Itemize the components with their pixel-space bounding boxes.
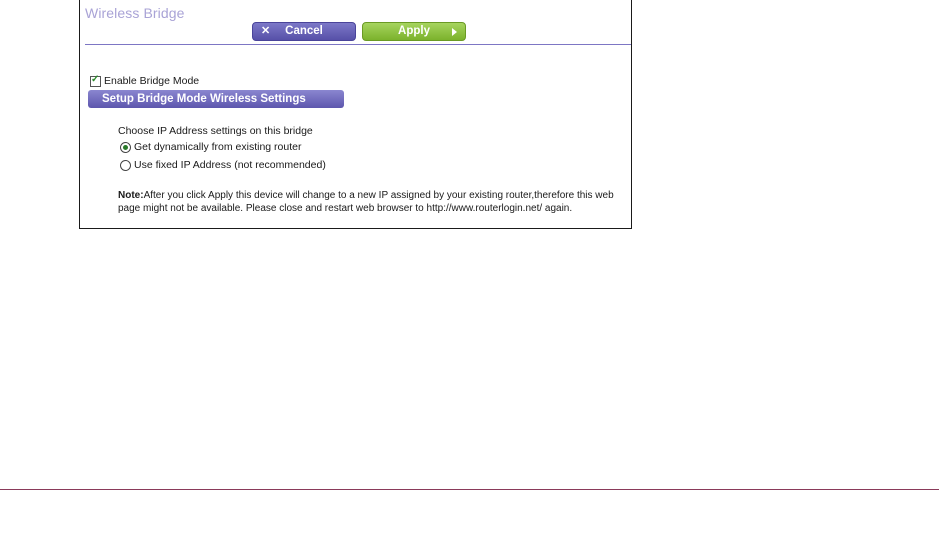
footer-rule <box>0 489 939 490</box>
enable-bridge-mode-checkbox[interactable] <box>90 73 101 87</box>
note-prefix: Note: <box>118 190 144 201</box>
cancel-button-label: Cancel <box>285 25 323 37</box>
radio-dynamic-label: Get dynamically from existing router <box>134 141 302 153</box>
radio-dynamic[interactable] <box>120 142 131 153</box>
enable-bridge-mode-row[interactable] <box>90 75 199 87</box>
radio-selected-dot <box>123 145 128 150</box>
ip-settings-prompt: Choose IP Address settings on this bridge <box>118 125 313 137</box>
check-icon: ✓ <box>91 73 100 85</box>
note-text <box>118 189 628 215</box>
cancel-button[interactable] <box>252 22 356 41</box>
wireless-bridge-panel <box>79 0 632 229</box>
radio-option-fixed[interactable] <box>120 159 326 171</box>
radio-fixed-label: Use fixed IP Address (not recommended) <box>134 159 326 171</box>
apply-button[interactable] <box>362 22 466 41</box>
header-divider <box>85 44 631 45</box>
setup-bridge-mode-button[interactable]: Setup Bridge Mode Wireless Settings <box>88 90 344 108</box>
arrow-right-icon <box>452 28 457 36</box>
page-title: Wireless Bridge <box>85 5 185 21</box>
radio-option-dynamic[interactable] <box>120 141 301 153</box>
enable-bridge-mode-label: Enable Bridge Mode <box>104 75 200 87</box>
x-icon: ✕ <box>261 25 271 37</box>
radio-fixed[interactable] <box>120 160 131 171</box>
note-body: After you click Apply this device will change to a new IP assigned by your existing router,therefore this web page might not be available. Please close and restart web browser to http://www.routerlogin.net/ again. <box>118 190 614 214</box>
apply-button-label: Apply <box>398 25 430 37</box>
